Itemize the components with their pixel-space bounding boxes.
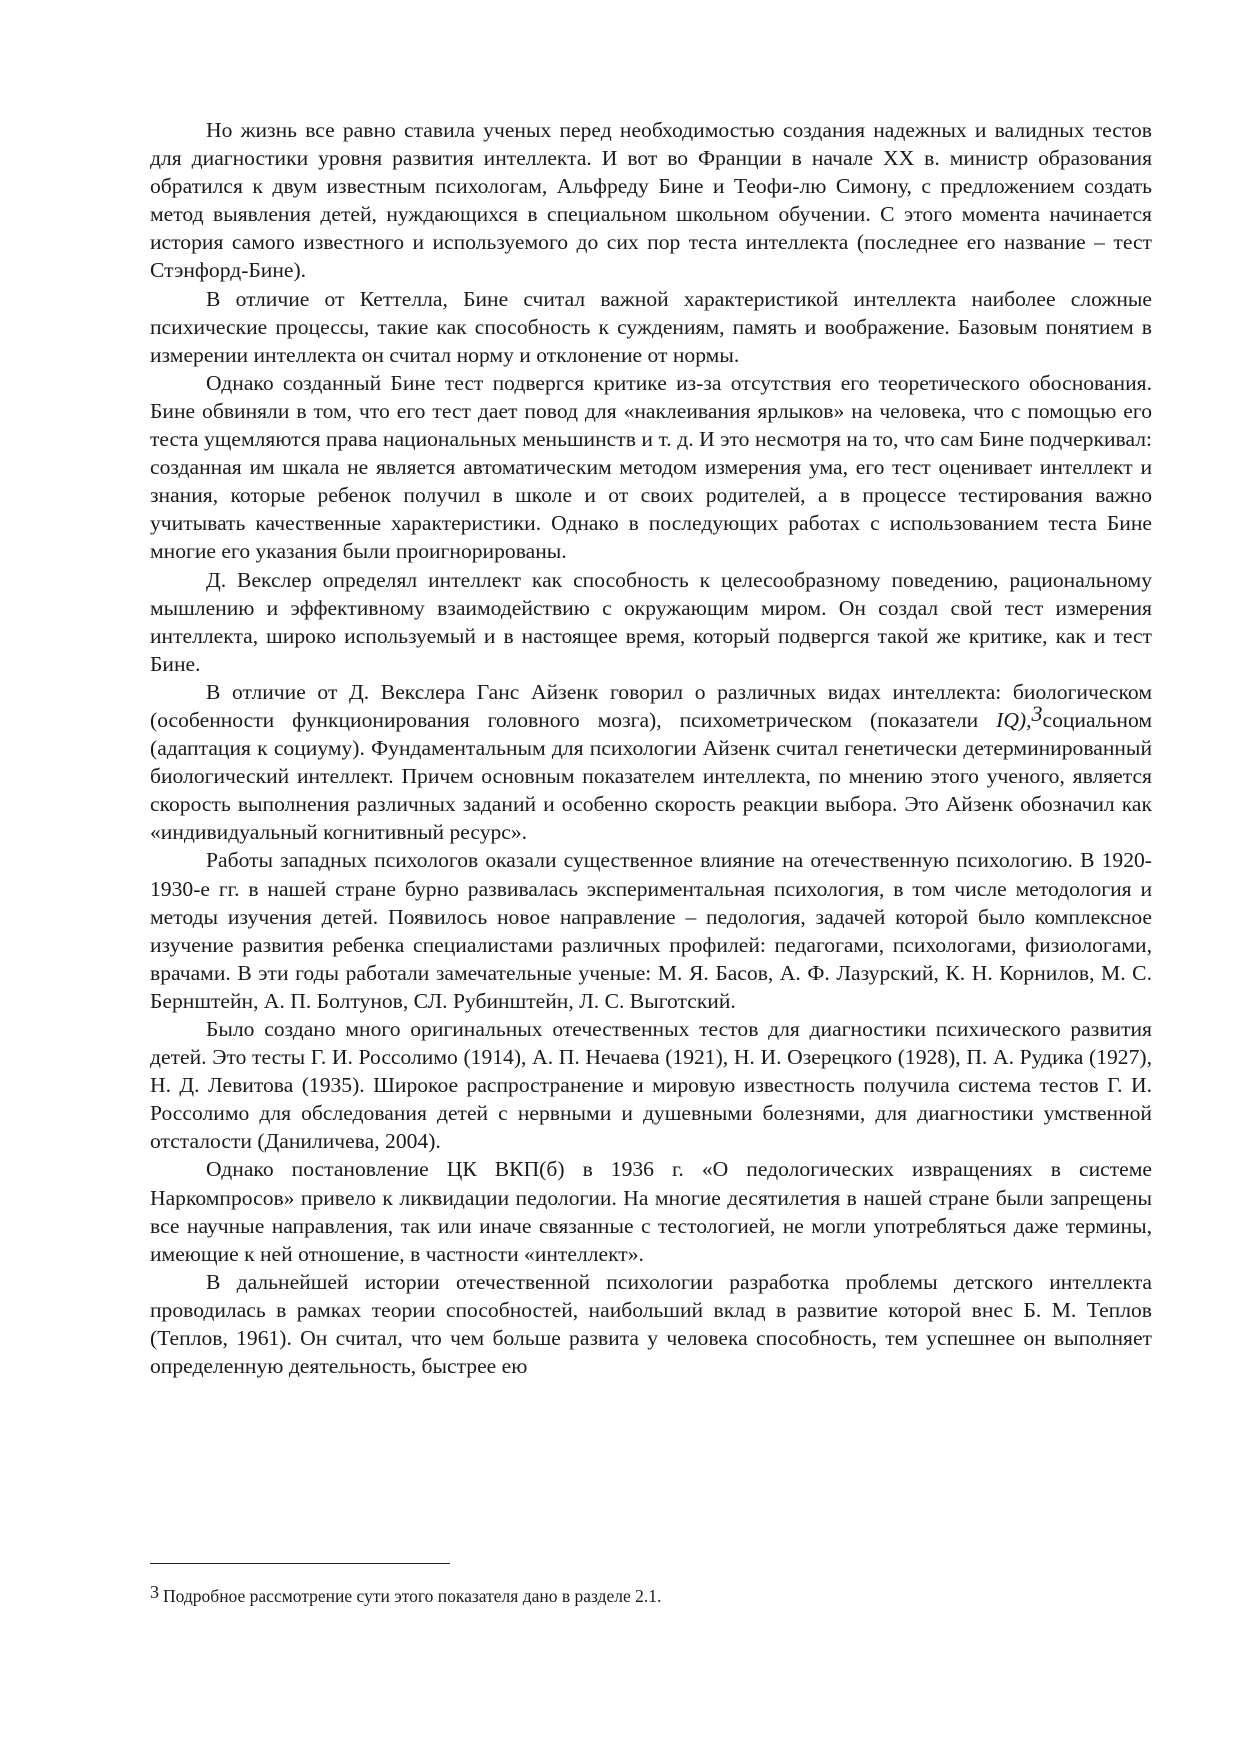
paragraph-last: В дальнейшей истории отечественной психологии разработка проблемы детского интеллекта проводилась в рамках теории способностей, наибольший вклад в развитие которой внес Б. М. Теплов (Теплов, 1961). Он считал, что чем больше развита у человека способность, тем успешнее он выполняет определенную деятельность, быстрее ею	[150, 1269, 1152, 1379]
paragraph: Однако созданный Бине тест подвергся критике из-за отсутствия его теоретического обоснования. Бине обвиняли в том, что его тест дает повод для «наклеивания ярлыков» на человека, что с помощью его теста ущемляются права национальных меньшинств и т. д. И это несмотря на то, что сам Бине подчеркивал: созданная им шкала не является автоматическим методом измерения ума, его тест оценивает интеллект и знания, которые ребенок получил в школе и от своих родителей, а в процессе тестирования важно учитывать качественные характеристики. Однако в последующих работах с использованием теста Бине многие его указания были проигнорированы.	[150, 370, 1152, 564]
footnote-text: Подробное рассмотрение сути этого показателя дано в разделе 2.1.	[163, 1586, 662, 1606]
footnote-separator	[150, 1563, 450, 1564]
paragraph: Было создано много оригинальных отечественных тестов для диагностики психического развития детей. Это тесты Г. И. Россолимо (1914), А. П. Нечаева (1921), Н. И. Озерецкого (1928), П. А. Рудика (1927), Н. Д. Левитова (1935). Широкое распространение и мировую известность получила система тестов Г. И. Россолимо для обследования детей с нервными и душевными болезнями, для диагностики умственной отсталости (Даниличева, 2004).	[150, 1017, 1152, 1154]
paragraph: Но жизнь все равно ставила ученых перед необходимостью создания надежных и валидных тестов для диагностики уровня развития интеллекта. И вот во Франции в начале XX в. министр образования обратился к двум известным психологам, Альфреду Бине и Теофи-лю Симону, с предложением создать метод выявления детей, нуждающихся в специальном школьном обучении. С этого момента начинается история самого известного и используемого до сих пор теста интеллекта (последнее его название – тест Стэнфорд-Бине).	[150, 118, 1152, 283]
iq-term: IQ),	[996, 707, 1032, 732]
paragraph: Однако постановление ЦК ВКП(б) в 1936 г. «О педологических извращениях в системе Наркомпросов» привело к ликвидации педологии. На многие десятилетия в нашей стране были запрещены все научные направления, так или иначе связанные с тестологией, не могли употребляться даже термины, имеющие к ней отношение, в частности «интеллект».	[150, 1157, 1152, 1266]
footnote-number: 3	[150, 1582, 159, 1602]
text-span: В отличие от Д. Векслера Ганс Айзенк говорил о различных видах интеллекта: биологическом (особенности функционирования головного мозга), психометрическом (показатели	[150, 679, 1152, 732]
text-span: социальном (адаптация к социуму). Фундаментальным для психологии Айзенк считал генетически детерминированный биологический интеллект. Причем основным показателем интеллекта, по мнению этого ученого, является скорость выполнения различных заданий и особенно скорость реакции выбора. Это Айзенк обозначил как «индивидуальный когнитивный ресурс».	[150, 707, 1152, 845]
paragraph-eysenck	[150, 678, 1152, 847]
footnote	[150, 1580, 1150, 1608]
page-body	[150, 116, 1152, 1380]
paragraph: Работы западных психологов оказали существенное влияние на отечественную психологию. В 1920-1930-е гг. в нашей стране бурно развивалась экспериментальная психология, в том числе методология и методы изучения детей. Появилось новое направление – педология, задачей которой было комплексное изучение развития ребенка специалистами различных профилей: педагогами, психологами, физиологами, врачами. В эти годы работали замечательные ученые: М. Я. Басов, А. Ф. Лазурский, К. Н. Корнилов, М. С. Бернштейн, А. П. Болтунов, СЛ. Рубинштейн, Л. С. Выготский.	[150, 848, 1152, 1013]
paragraph: Д. Векслер определял интеллект как способность к целесообразному поведению, рациональному мышлению и эффективному взаимодействию с окружающим миром. Он создал свой тест измерения интеллекта, широко используемый и в настоящее время, который подвергся такой же критике, как и тест Бине.	[150, 567, 1152, 676]
paragraph: В отличие от Кеттелла, Бине считал важной характеристикой интеллекта наиболее сложные психические процессы, такие как способность к суждениям, память и воображение. Базовым понятием в измерении интеллекта он считал норму и отклонение от нормы.	[150, 286, 1152, 367]
footnote-ref[interactable]: 3	[1031, 700, 1043, 726]
